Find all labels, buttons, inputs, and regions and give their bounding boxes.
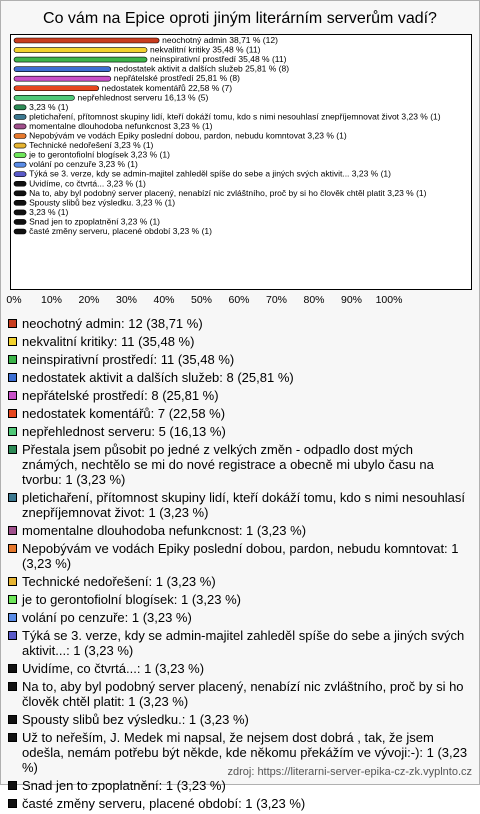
legend-item <box>8 628 472 658</box>
x-tick-label: 20% <box>78 294 100 306</box>
bar-label-6: nepřehlednost serveru 16,13 % (5) <box>77 92 209 103</box>
bar-14 <box>14 172 26 177</box>
legend-label: neochotný admin: 12 (38,71 %) <box>22 316 203 331</box>
legend-label: Uvidíme, co čtvrtá...: 1 (3,23 %) <box>22 661 205 676</box>
legend-label: nepřátelské prostředí: 8 (25,81 %) <box>22 388 219 403</box>
legend-item <box>8 778 472 793</box>
legend-item <box>8 352 472 367</box>
bar-chart <box>0 0 480 310</box>
legend-item <box>8 442 472 487</box>
legend-item <box>8 679 472 709</box>
bar-label-0: neochotný admin 38,71 % (12) <box>162 35 278 45</box>
x-tick-label: 0% <box>6 294 22 306</box>
bar-5 <box>14 86 99 91</box>
legend-label: Na to, aby byl podobný server placený, nenabízí nic zvláštního, proč by si ho člověk chtěl platit: 1 (3,23 %) <box>22 679 464 709</box>
bar-label-13: volání po cenzuře 3,23 % (1) <box>29 159 138 170</box>
legend-swatch <box>8 319 17 328</box>
legend-swatch <box>8 799 17 808</box>
bar-13 <box>14 162 26 167</box>
legend-swatch <box>8 445 17 454</box>
legend-label: nedostatek komentářů: 7 (22,58 %) <box>22 406 226 421</box>
bar-17 <box>14 200 26 205</box>
legend-label: časté změny serveru, placené období: 1 (3,23 %) <box>22 796 306 811</box>
bar-6 <box>14 95 74 100</box>
legend-item <box>8 406 472 421</box>
bar-0 <box>14 38 159 43</box>
bar-20 <box>14 229 26 234</box>
x-tick-label: 80% <box>303 294 325 306</box>
legend-swatch <box>8 493 17 502</box>
legend-label: Už to neřeším, J. Medek mi napsal, že nejsem dost dobrá , tak, že jsem odešla, nemám potřebu být někde, kde někomu překážím ve vývoji:-): 1 (3,23 %) <box>22 730 468 775</box>
legend-swatch <box>8 427 17 436</box>
legend-swatch <box>8 577 17 586</box>
legend-item <box>8 370 472 385</box>
bar-10 <box>14 134 26 139</box>
x-tick-label: 60% <box>228 294 250 306</box>
bar-2 <box>14 57 147 62</box>
legend-item <box>8 388 472 403</box>
bar-label-11: Technické nedořešení 3,23 % (1) <box>29 140 154 151</box>
chart-title: Co vám na Epice oproti jiným literárním serverům vadí? <box>43 10 437 27</box>
legend-label: neinspirativní prostředí: 11 (35,48 %) <box>22 352 235 367</box>
bar-8 <box>14 114 26 119</box>
legend-label: Týká se 3. verze, kdy se admin-majitel zahleděl spíše do sebe a jiných svých aktivit...: 1 (3,23 %) <box>22 628 465 658</box>
legend-label: Snad jen to zpoplatnění: 1 (3,23 %) <box>22 778 226 793</box>
legend-swatch <box>8 355 17 364</box>
bar-15 <box>14 181 26 186</box>
bar-label-20: časté změny serveru, placené období 3,23 % (1) <box>29 226 212 236</box>
legend-label: Spousty slibů bez výsledku.: 1 (3,23 %) <box>22 712 249 727</box>
bar-label-3: nedostatek aktivit a dalších služeb 25,81 % (8) <box>113 63 290 74</box>
legend-item <box>8 592 472 607</box>
legend-label: nedostatek aktivit a dalších služeb: 8 (25,81 %) <box>22 370 294 385</box>
bar-label-19: Snad jen to zpoplatnění 3,23 % (1) <box>29 216 161 227</box>
bar-label-15: Uvidíme, co čtvrtá... 3,23 % (1) <box>29 178 146 189</box>
x-tick-label: 90% <box>340 294 363 306</box>
legend-item <box>8 610 472 625</box>
legend-item <box>8 796 472 811</box>
bar-label-7: 3,23 % (1) <box>29 101 69 112</box>
bar-label-2: neinspirativní prostředí 35,48 % (11) <box>150 54 287 65</box>
x-tick-label: 40% <box>153 294 175 306</box>
x-tick-label: 70% <box>265 294 288 306</box>
bar-16 <box>14 191 26 196</box>
bar-12 <box>14 153 26 158</box>
bar-label-10: Nepobývám ve vodách Epiky poslední dobou, pardon, nebudu komntovat 3,23 % (1) <box>29 130 347 141</box>
bar-label-17: Spousty slibů bez výsledku. 3,23 % (1) <box>29 197 176 208</box>
legend-label: nekvalitní kritiky: 11 (35,48 %) <box>22 334 195 349</box>
bar-label-4: nepřátelské prostředí 25,81 % (8) <box>113 73 240 84</box>
legend-label: nepřehlednost serveru: 5 (16,13 %) <box>22 424 226 439</box>
legend <box>8 316 472 814</box>
bar-label-12: je to gerontofiolní blogísek 3,23 % (1) <box>29 149 170 160</box>
legend-item <box>8 541 472 571</box>
bar-7 <box>14 105 26 110</box>
legend-label: momentalne dlouhodoba nefunkcnost: 1 (3,23 %) <box>22 523 307 538</box>
legend-item <box>8 424 472 439</box>
legend-item <box>8 490 472 520</box>
legend-label: je to gerontofiolní blogísek: 1 (3,23 %) <box>22 592 241 607</box>
legend-swatch <box>8 409 17 418</box>
bar-label-16: Na to, aby byl podobný server placený, nenabízí nic zvláštního, proč by si ho člověk chtěl platit 3,23 % (1) <box>29 187 427 198</box>
legend-item <box>8 574 472 589</box>
legend-swatch <box>8 664 17 673</box>
legend-swatch <box>8 391 17 400</box>
x-tick-label: 50% <box>190 294 213 306</box>
legend-label: Přestala jsem působit po jedné z velkých změn - odpadlo dost mých známých, nechtělo se mi do nové registrace a obecně mi ubylo času na tvorbu: 1 (3,23 %) <box>22 442 434 487</box>
legend-swatch <box>8 544 17 553</box>
x-tick-label: 100% <box>375 294 403 306</box>
legend-swatch <box>8 526 17 535</box>
legend-item <box>8 334 472 349</box>
legend-item <box>8 523 472 538</box>
bar-label-9: momentalne dlouhodoba nefunkcnost 3,23 % (1) <box>29 120 213 131</box>
bar-label-1: nekvalitní kritiky 35,48 % (11) <box>150 44 261 55</box>
legend-swatch <box>8 733 17 742</box>
legend-swatch <box>8 631 17 640</box>
legend-swatch <box>8 373 17 382</box>
legend-item <box>8 316 472 331</box>
legend-label: pletichaření, přítomnost skupiny lidí, kteří dokáží tomu, kdo s nimi nesouhlasí znepříjemnovat život: 1 (3,23 %) <box>22 490 465 520</box>
legend-swatch <box>8 613 17 622</box>
legend-label: volání po cenzuře: 1 (3,23 %) <box>22 610 192 625</box>
x-tick-label: 30% <box>115 294 138 306</box>
legend-swatch <box>8 337 17 346</box>
bar-label-5: nedostatek komentářů 22,58 % (7) <box>101 82 233 93</box>
legend-swatch <box>8 781 17 790</box>
legend-swatch <box>8 682 17 691</box>
legend-item <box>8 712 472 727</box>
source-note: zdroj: https://literarni-server-epika-cz-zk.vyplnto.cz <box>227 766 472 778</box>
legend-swatch <box>8 715 17 724</box>
legend-label: Technické nedořešení: 1 (3,23 %) <box>22 574 216 589</box>
bar-19 <box>14 219 26 224</box>
bar-3 <box>14 67 111 72</box>
bar-11 <box>14 143 26 148</box>
bar-4 <box>14 76 111 81</box>
legend-label: Nepobývám ve vodách Epiky poslední dobou, pardon, nebudu komntovat: 1 (3,23 %) <box>22 541 459 571</box>
bar-9 <box>14 124 26 129</box>
legend-swatch <box>8 595 17 604</box>
x-tick-label: 10% <box>40 294 63 306</box>
legend-item <box>8 661 472 676</box>
bar-label-18: 3,23 % (1) <box>29 206 69 217</box>
bar-label-8: pletichaření, přítomnost skupiny lidí, kteří dokáží tomu, kdo s nimi nesouhlasí znepříjemnovat život 3,23 % (1) <box>29 111 441 122</box>
bar-1 <box>14 48 147 53</box>
bar-label-14: Týká se 3. verze, kdy se admin-majitel zahleděl spíše do sebe a jiných svých aktivit... 3,23 % (1) <box>29 168 392 179</box>
bar-18 <box>14 210 26 215</box>
